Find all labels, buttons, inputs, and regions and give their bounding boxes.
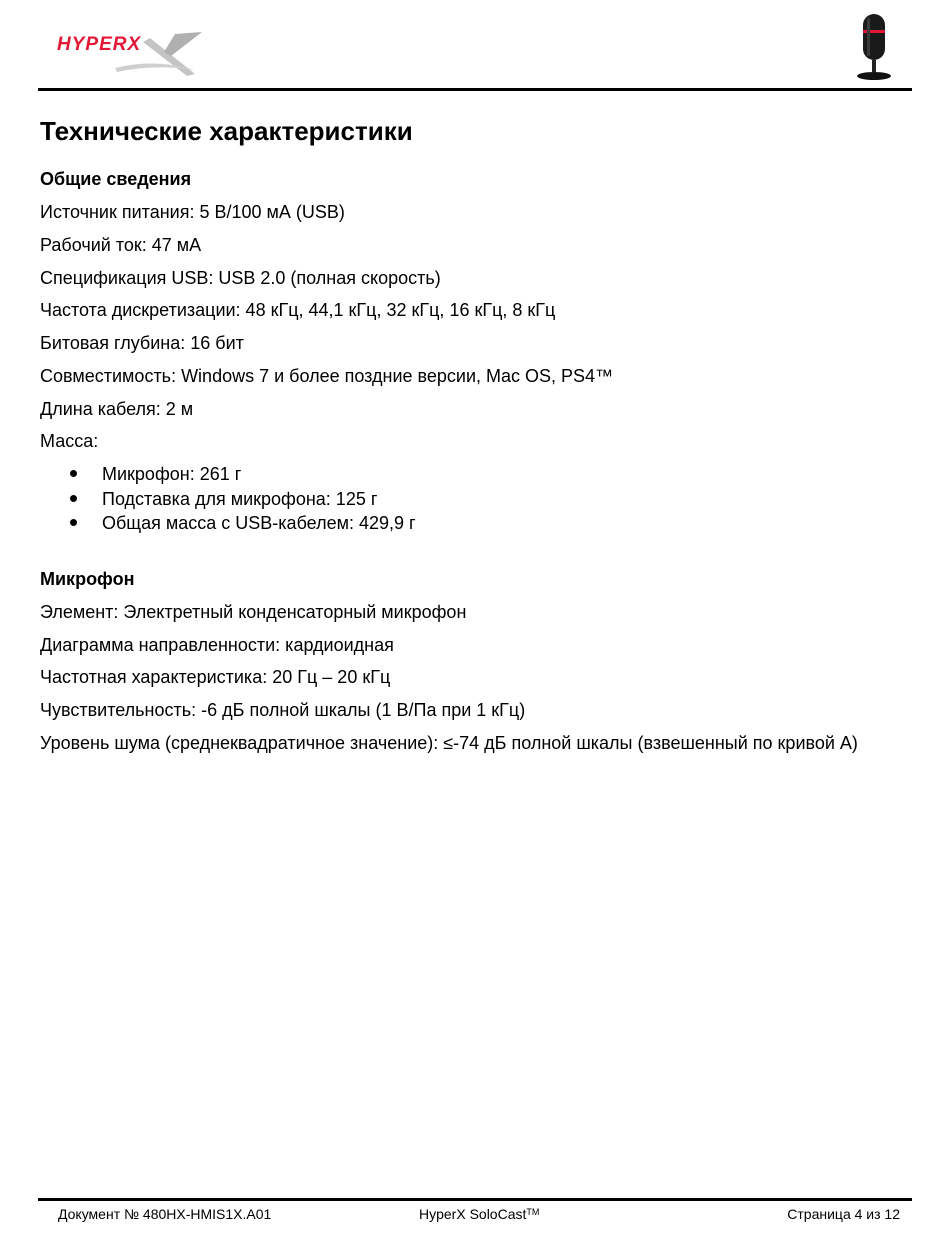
footer-product-text: HyperX SoloCast [419,1206,527,1222]
spec-line: Источник питания: 5 В/100 мА (USB) [40,202,345,222]
footer-page-number: Страница 4 из 12 [787,1206,900,1222]
section-heading-microphone: Микрофон [40,569,135,589]
microphone-product-image [853,12,895,82]
bullet-icon [70,495,77,502]
list-item [40,487,416,512]
page-title: Технические характеристики [40,116,413,146]
spec-line: Битовая глубина: 16 бит [40,333,244,353]
spec-line: Спецификация USB: USB 2.0 (полная скорость) [40,268,441,288]
spec-line: Частота дискретизации: 48 кГц, 44,1 кГц, 32 кГц, 16 кГц, 8 кГц [40,300,556,320]
list-item-text: Подставка для микрофона: 125 г [102,488,378,509]
list-item-text: Микрофон: 261 г [102,464,242,484]
mass-list [40,462,416,536]
bullet-icon [70,470,77,477]
trademark-mark: TM [526,1207,540,1217]
section-heading-general: Общие сведения [40,169,192,189]
spec-line: Чувствительность: -6 дБ полной шкалы (1 В/Па при 1 кГц) [40,700,526,720]
spec-line: Диаграмма направленности: кардиоидная [40,635,394,655]
spec-line: Уровень шума (среднеквадратичное значение): ≤-74 дБ полной шкалы (взвешенный по кривой A) [40,733,858,753]
hyperx-logo [55,28,205,78]
footer-rule [38,1198,912,1201]
list-item-text: Общая масса с USB-кабелем: 429,9 г [102,513,416,533]
list-item [40,462,416,487]
header-rule [38,88,912,91]
list-item [40,511,416,536]
spec-line: Рабочий ток: 47 мА [40,235,202,255]
logo-wordmark: HYPERX [57,34,142,55]
footer-document-number: Документ № 480HX-HMIS1X.A01 [58,1206,272,1222]
bullet-icon [70,519,77,526]
spec-line: Элемент: Электретный конденсаторный микрофон [40,602,467,622]
spec-line: Совместимость: Windows 7 и более поздние версии, Mac OS, PS4™ [40,366,614,386]
spec-line: Масса: [40,431,99,451]
footer-product-name [419,1205,539,1223]
spec-line: Длина кабеля: 2 м [40,399,194,419]
spec-line: Частотная характеристика: 20 Гц – 20 кГц [40,667,391,687]
